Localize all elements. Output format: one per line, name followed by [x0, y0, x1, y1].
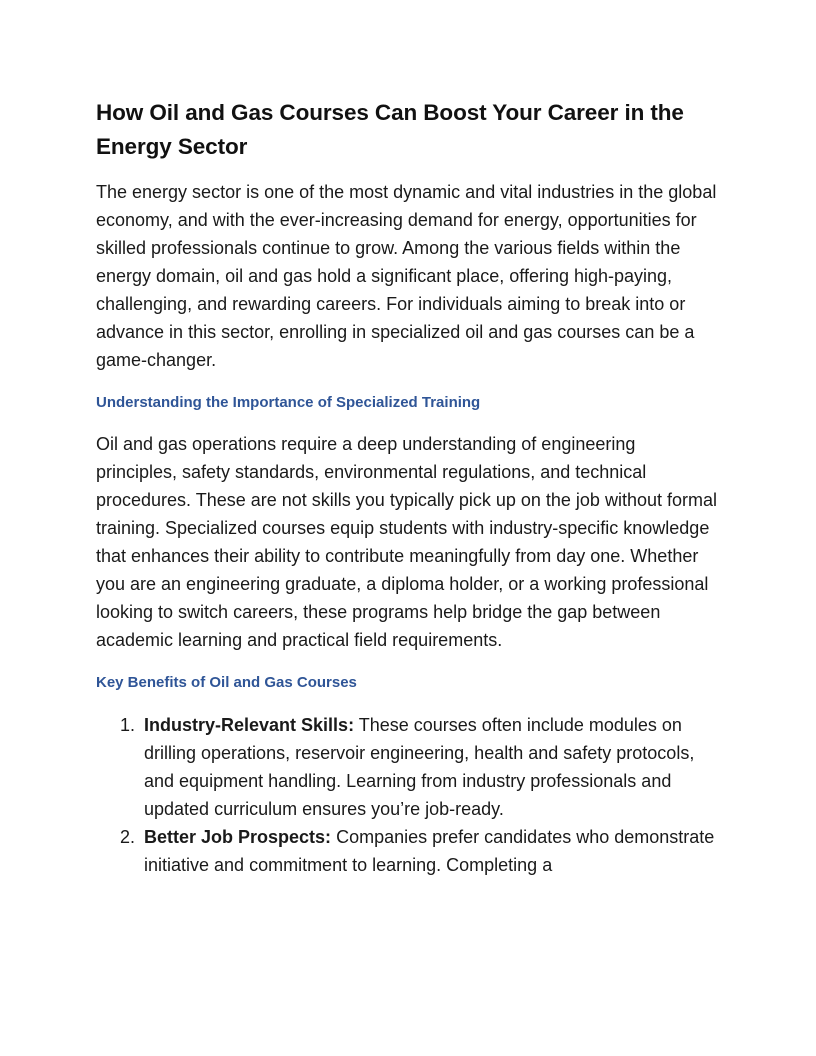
list-item [96, 711, 720, 823]
document-page [96, 96, 720, 879]
list-item-lead: Industry-Relevant Skills: [144, 715, 355, 735]
list-item-text: Companies prefer candidates who demonstrate initiative and commitment to learning. Completing a [144, 827, 715, 875]
document-title: How Oil and Gas Courses Can Boost Your Career in the Energy Sector [96, 100, 684, 159]
list-item-number: 2. [120, 827, 136, 847]
intro-paragraph: The energy sector is one of the most dynamic and vital industries in the global economy, and with the ever-increasing demand for energy, opportunities for skilled professionals continue to grow. Among the various fields within the energy domain, oil and gas hold a significant place, offering high-paying, challenging, and rewarding careers. For individuals aiming to break into or advance in this sector, enrolling in specialized oil and gas courses can be a game-changer. [96, 182, 717, 370]
list-item-text: These courses often include modules on drilling operations, reservoir engineering, health and safety protocols, and equipment handling. Learning from industry professionals and updated curriculum ensures you’re job-ready. [144, 715, 695, 819]
benefits-list [96, 711, 720, 879]
section-heading-training: Understanding the Importance of Specialized Training [96, 394, 481, 411]
training-paragraph: Oil and gas operations require a deep understanding of engineering principles, safety standards, environmental regulations, and technical procedures. These are not skills you typically pick up on the job without formal training. Specialized courses equip students with industry-specific knowledge that enhances their ability to contribute meaningfully from day one. Whether you are an engineering graduate, a diploma holder, or a working professional looking to switch careers, these programs help bridge the gap between academic learning and practical field requirements. [96, 434, 717, 650]
list-item [96, 823, 720, 879]
section-heading-benefits: Key Benefits of Oil and Gas Courses [96, 674, 357, 691]
list-item-lead: Better Job Prospects: [144, 827, 332, 847]
list-item-number: 1. [120, 715, 136, 735]
